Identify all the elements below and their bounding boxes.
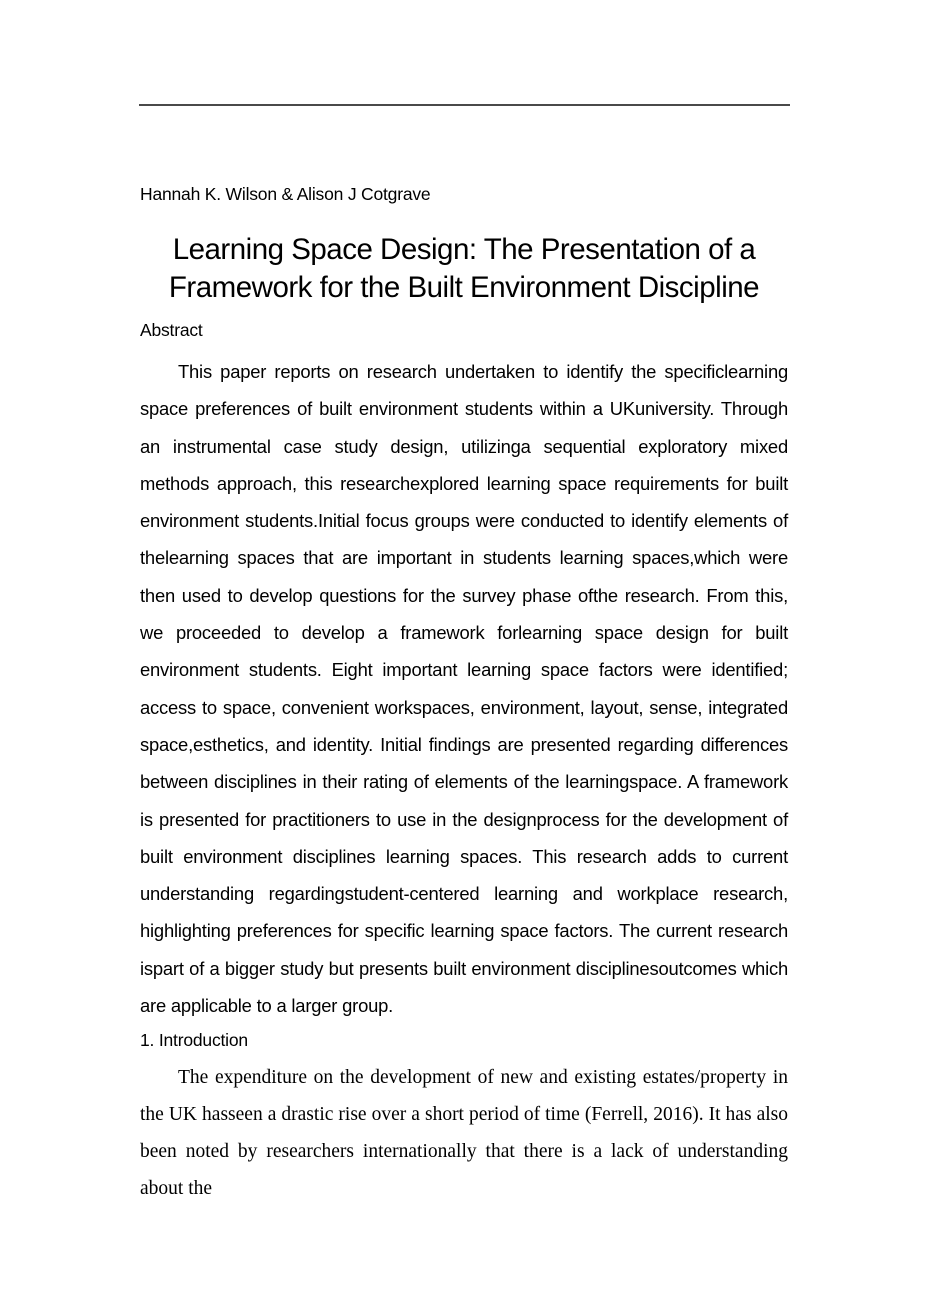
page-title-line-1: Learning Space Design: The Presentation of a [172, 233, 756, 266]
page-title-line-2: Framework for the Built Environment Discipline [168, 270, 760, 304]
introduction-paragraph: The expenditure on the development of new and existing estates/property in the UK hasseen a drastic rise over a short period of time (Ferrell, 2016). It has also been noted by researchers internationally that there is a lack of understanding about the [140, 1067, 788, 1199]
header-divider-rule [139, 104, 790, 106]
abstract-heading: Abstract [140, 320, 203, 340]
abstract-paragraph: This paper reports on research undertaken to identify the specificlearning space preferences of built environment students within a UKuniversity. Through an instrumental case study design, utilizinga sequential exploratory mixed methods approach, this researchexplored learning space requirements for built environment students.Initial focus groups were conducted to identify elements of thelearning spaces that are important in students learning spaces,which were then used to develop questions for the survey phase ofthe research. From this, we proceeded to develop a framework forlearning space design for built environment students. Eight important learning space factors were identified; access to space, convenient workspaces, environment, layout, sense, integrated space,esthetics, and identity. Initial findings are presented regarding differences between disciplines in their rating of elements of the learningspace. A framework is presented for practitioners to use in the designprocess for the development of built environment disciplines learning spaces. This research adds to current understanding regardingstudent-centered learning and workplace research, highlighting preferences for specific learning space factors. The current research ispart of a bigger study but presents built environment disciplinesoutcomes which are applicable to a larger group. [140, 361, 788, 1017]
authors-line: Hannah K. Wilson & Alison J Cotgrave [140, 184, 431, 204]
introduction-section-heading: 1. Introduction [140, 1030, 248, 1050]
page-title [139, 231, 789, 306]
